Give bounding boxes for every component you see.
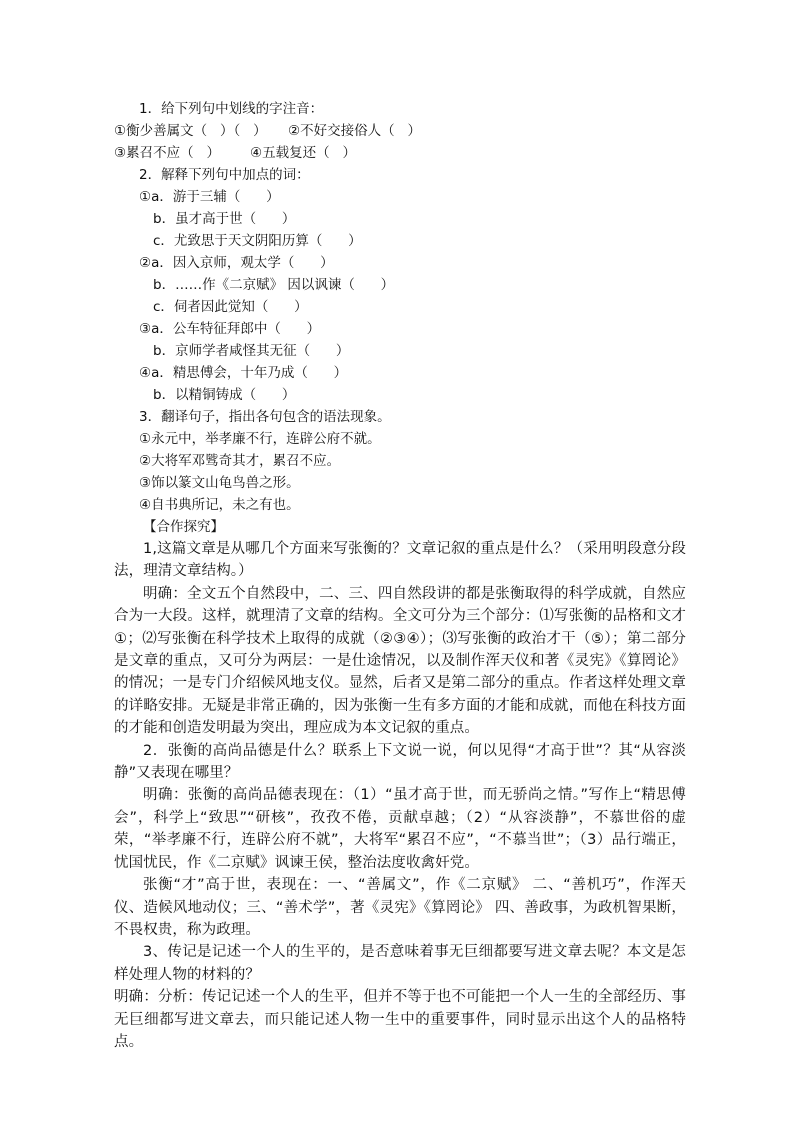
question-2-item: b．以精铜铸成（ ）: [153, 387, 296, 403]
question-3-title: 3．翻译句子，指出各句包含的语法现象。: [139, 409, 391, 425]
question-2-item: b．京师学者咸怪其无征（ ）: [153, 343, 350, 359]
question-3-item: ①永元中，举孝廉不行，连辟公府不就。: [139, 431, 381, 447]
paragraph: 2．张衡的高尚品德是什么？联系上下文说一说，何以见得“才高于世”？其“从容淡静”又表现在哪里？: [114, 742, 686, 782]
question-2-item: ④a．精思傅会，十年乃成（ ）: [139, 365, 348, 381]
question-1-title: 1．给下列句中划线的字注音：: [139, 101, 324, 117]
question-2-item: c．尤致思于天文阴阳历算（ ）: [153, 233, 362, 249]
paragraph: 1,这篇文章是从哪几个方面来写张衡的？文章记叙的重点是什么？（采用明段意分段法，理清文章结构。）: [114, 541, 686, 580]
section-heading: 【合作探究】: [143, 519, 224, 535]
question-2-item: ③a．公车特征拜郎中（ ）: [139, 321, 321, 337]
paragraph: 明确：分析：传记记述一个人的生平，但并不等于也不可能把一个人一生的全部经历、事无巨细都写进文章去，而只能记述人物一生中的重要事件，同时显示出这个人的品格特点。: [114, 989, 686, 1050]
question-1-item: ①衡少善属文（ ）（ ） ②不好交接俗人（ ）: [114, 123, 422, 139]
question-2-item: ①a．游于三辅（ ）: [139, 189, 280, 205]
question-3-item: ④自书典所记，未之有也。: [139, 497, 300, 513]
question-3-item: ②大将军邓骘奇其才，累召不应。: [139, 453, 341, 469]
document-page: [114, 98, 686, 1053]
question-2-item: b．……作《二京赋》 因以讽谏（ ）: [153, 277, 395, 293]
question-2-item: ②a．因入京师，观太学（ ）: [139, 255, 334, 271]
paragraph: 明确：全文五个自然段中，二、三、四自然段讲的都是张衡取得的科学成就，自然应合为一大段。这样，就理清了文章的结构。全文可分为三个部分：⑴写张衡的品格和文才①；⑵写张衡在科学技术上取得的成就（②③④）；⑶写张衡的政治才干（⑤）；第二部分是文章的重点，又可分为两层：一是仕途情况，以及制作浑天仪和著《灵宪》《算罔论》的情况；一是专门介绍候风地支仪。显然，后者又是第二部分的重点。作者这样处理文章的详略安排。无疑是非常正确的，因为张衡一生有多方面的才能和成就，而他在科技方面的才能和创造发明最为突出，理应成为本文记叙的重点。: [114, 585, 686, 737]
question-1-item: ③累召不应（ ） ④五载复还（ ）: [114, 145, 356, 161]
paragraph: 张衡“才”高于世，表现在：一、“善属文”，作《二京赋》 二、“善机巧”，作浑天仪、造候风地动仪；三、“善术学”，著《灵宪》《算罔论》 四、善政事，为政机智果断，不畏权贵，称为政理。: [114, 877, 686, 938]
paragraph: 3、传记是记述一个人的生平的，是否意味着事无巨细都要写进文章去呢？本文是怎样处理人物的材料的？: [114, 944, 686, 983]
question-3-item: ③饰以篆文山龟鸟兽之形。: [139, 475, 300, 491]
question-2-title: 2．解释下列句中加点的词：: [139, 167, 310, 183]
paragraph: 明确：张衡的高尚品德表现在：（1）“虽才高于世，而无骄尚之情。”写作上“精思傅会”，科学上“致思”“研核”，孜孜不倦，贡献卓越；（2）“从容淡静”，不慕世俗的虚荣，“举孝廉不行，连辟公府不就”，大将军“累召不应”，“不慕当世”；（3）品行端正，忧国忧民，作《二京赋》讽谏王侯，整治法度收禽奸党。: [114, 787, 686, 871]
question-2-item: c．伺者因此觉知（ ）: [153, 299, 308, 315]
question-2-item: b．虽才高于世（ ）: [153, 211, 296, 227]
